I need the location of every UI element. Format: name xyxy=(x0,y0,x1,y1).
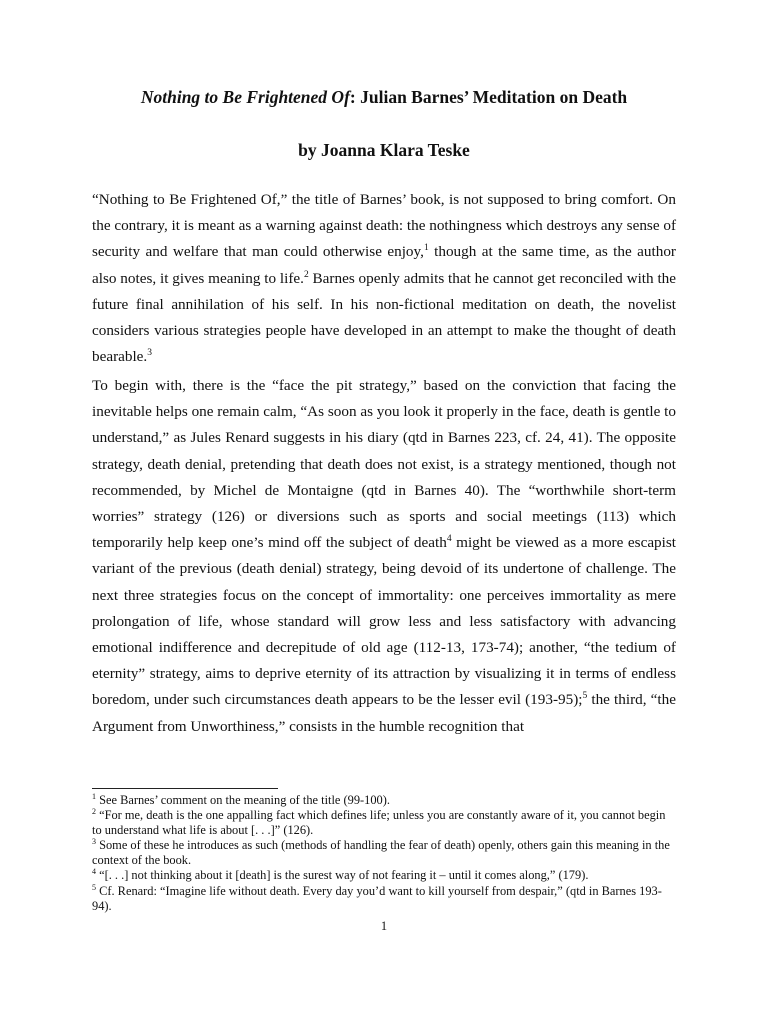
title-subtitle: : Julian Barnes’ Meditation on Death xyxy=(349,87,628,107)
footnote-number: 5 xyxy=(92,882,96,892)
footnote-number: 1 xyxy=(92,791,96,801)
author-byline: by Joanna Klara Teske xyxy=(298,140,470,160)
paragraph-1 xyxy=(92,187,676,370)
paragraph-2-text-a: To begin with, there is the “face the pit strategy,” based on the conviction that facing the inevitable helps one remain calm, “As soon as you look it properly in the face, death is gentle to understand,” as Jules Renard suggests in his diary (qtd in Barnes 223, cf. 24, 41). The opposite strategy, death denial, pretending that death does not exist, is a strategy mentioned, though not recommended, by Michel de Montaigne (qtd in Barnes 40). The “worthwhile short-term worries” strategy (126) or diversions such as sports and social meetings (113) which temporarily help keep one’s mind off the subject of death xyxy=(92,377,676,552)
footnote-text: Cf. Renard: “Imagine life without death. Every day you’d want to kill yourself from despair,” (qtd in Barnes 193-94). xyxy=(92,883,662,913)
footnote-text: Some of these he introduces as such (methods of handling the fear of death) openly, others gain this meaning in the context of the book. xyxy=(92,838,670,868)
paragraph-2-text-c: the third, “the Argument from Unworthiness,” consists in the humble recognition that xyxy=(92,691,676,735)
footnote-2 xyxy=(92,808,676,838)
footnote-number: 3 xyxy=(92,837,96,847)
paragraph-2-text-b: might be viewed as a more escapist variant of the previous (death denial) strategy, being devoid of its undertone of challenge. The next three strategies focus on the concept of immortality: one perceives immortality as mere prolongation of life, whose standard will grow less and less satisfactory with advancing emotional indifference and decrepitude of old age (112-13, 173-74); another, “the tedium of eternity” strategy, aims to deprive eternity of its attraction by visualizing it in terms of endless boredom, under such circumstances death appears to be the lesser evil (193-95); xyxy=(92,534,676,709)
paragraph-1-text-c: Barnes openly admits that he cannot get reconciled with the future final annihilation of his self. In his non-fictional meditation on death, the novelist considers various strategies people have developed in an attempt to make the thought of death bearable. xyxy=(92,269,676,366)
footnote-ref-3: 3 xyxy=(147,348,152,359)
paragraph-1-text-b: though at the same time, as the author also notes, it gives meaning to life. xyxy=(92,243,676,287)
footnotes-section xyxy=(92,793,676,914)
footnote-ref-5: 5 xyxy=(582,691,588,702)
footnote-text: “[. . .] not thinking about it [death] is the surest way of not fearing it – until it comes along,” (179). xyxy=(96,868,589,883)
paragraph-1-text-a: “Nothing to Be Frightened Of,” the title of Barnes’ book, is not supposed to bring comfort. On the contrary, it is meant as a warning against death: the nothingness which destroys any sense of security and welfare that man could otherwise enjoy, xyxy=(92,191,677,261)
footnote-number: 4 xyxy=(92,867,96,877)
footnote-5 xyxy=(92,884,676,914)
footnote-text: “For me, death is the one appalling fact which defines life; unless you are constantly aware of it, you cannot begin to understand what life is about [. . .]” (126). xyxy=(92,808,666,838)
footnote-ref-1: 1 xyxy=(423,243,429,254)
footnote-ref-4: 4 xyxy=(446,534,452,545)
page-title xyxy=(0,86,768,108)
footnote-1 xyxy=(92,793,676,808)
footnote-divider xyxy=(92,788,278,789)
footnote-3 xyxy=(92,838,676,868)
book-title: Nothing to Be Frightened Of xyxy=(140,87,350,107)
footnote-number: 2 xyxy=(92,806,96,816)
footnote-text: See Barnes’ comment on the meaning of the title (99-100). xyxy=(96,793,390,807)
footnote-ref-2: 2 xyxy=(303,269,309,280)
paragraph-2 xyxy=(92,373,676,740)
page-number: 1 xyxy=(380,919,388,933)
footnote-4 xyxy=(92,868,676,883)
